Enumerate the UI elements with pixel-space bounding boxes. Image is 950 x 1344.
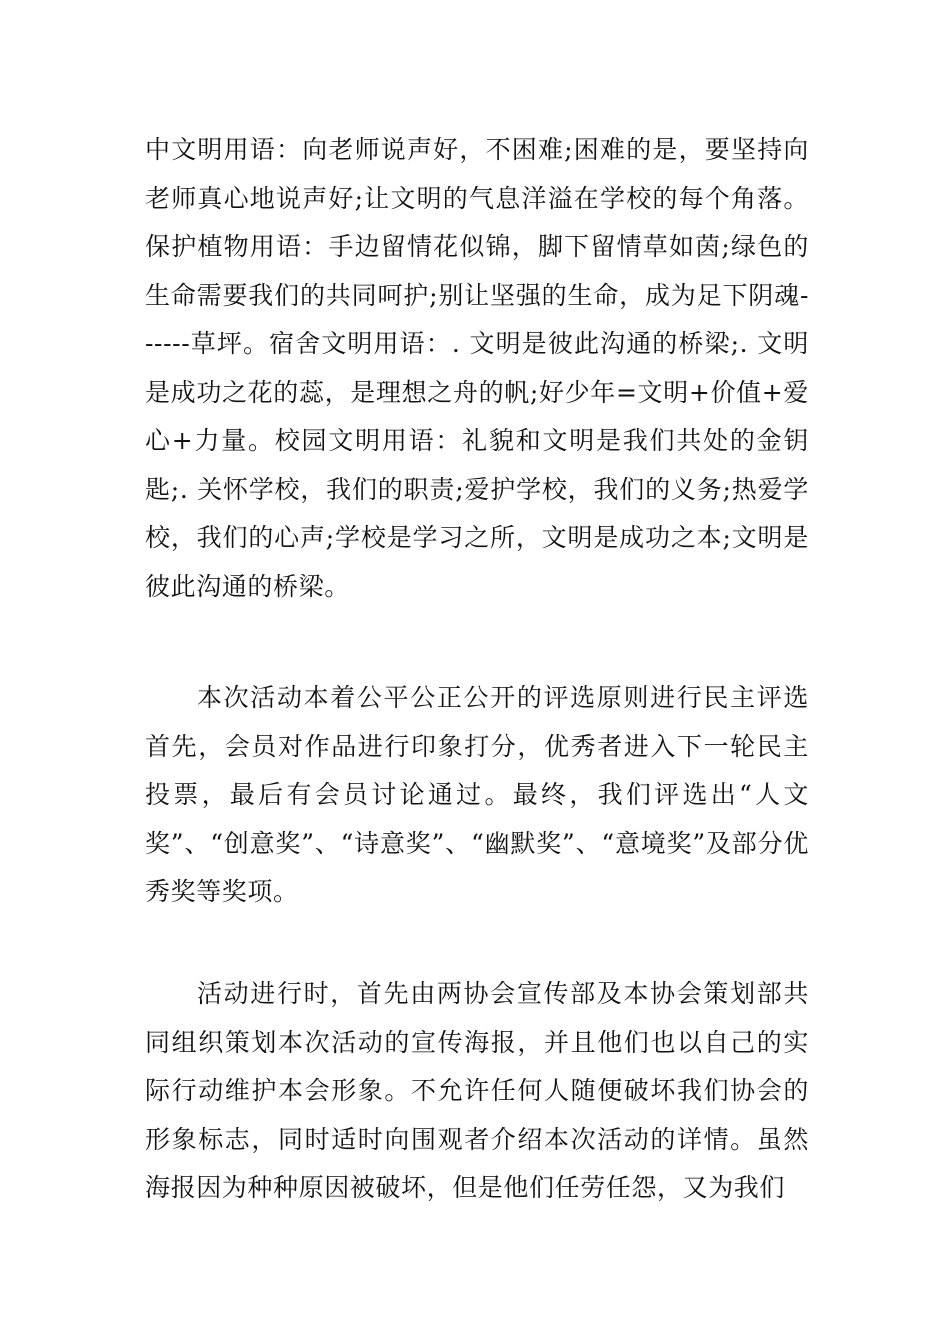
paragraph-selection-process: 本次活动本着公平公正公开的评选原则进行民主评选首先，会员对作品进行印象打分，优秀者进入下一轮民主投票，最后有会员讨论通过。最终，我们评选出“人文奖”、“创意奖”、“诗意奖”、“幽默奖”、“意境奖”及部分优秀奖等奖项。: [145, 683, 809, 906]
paragraph-activity-promotion: 活动进行时，首先由两协会宣传部及本协会策划部共同组织策划本次活动的宣传海报，并且他们也以自己的实际行动维护本会形象。不允许任何人随便破坏我们协会的形象标志，同时适时向围观者介绍本次活动的详情。虽然海报因为种种原因被破坏，但是他们任劳任怨，又为我们: [145, 979, 809, 1202]
paragraph-civility-slogans: 中文明用语：向老师说声好，不困难;困难的是，要坚持向老师真心地说声好;让文明的气息洋溢在学校的每个角落。保护植物用语：手边留情花似锦，脚下留情草如茵;绿色的生命需要我们的共同呵护;别让坚强的生命，成为足下阴魂------草坪。宿舍文明用语：. 文明是彼此沟通的桥梁;. 文明是成功之花的蕊，是理想之舟的帆;好少年=文明+价值+爱心+力量。校园文明用语：礼貌和文明是我们共处的金钥匙;. 关怀学校，我们的职责;爱护学校，我们的义务;热爱学校，我们的心声;学校是学习之所，文明是成功之本;文明是彼此沟通的桥梁。: [145, 135, 809, 601]
